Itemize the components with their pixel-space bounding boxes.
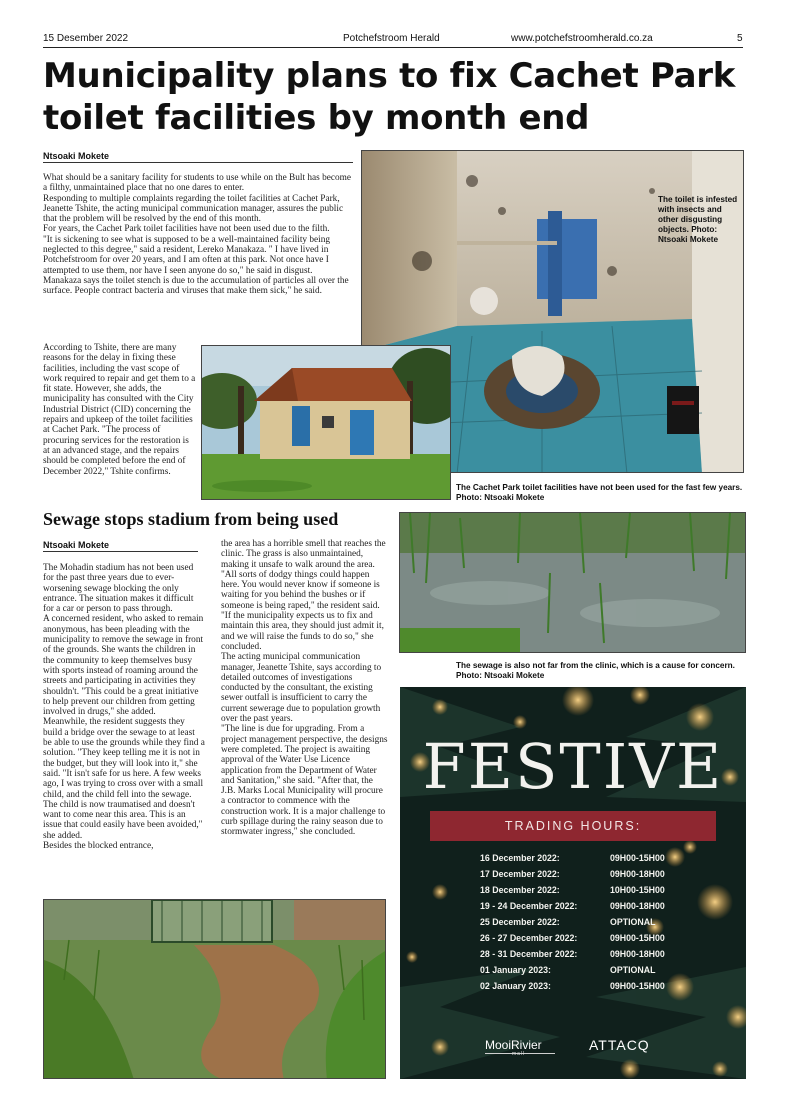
building-photo-caption: The Cachet Park toilet facilities have not been used for the fast few years. Photo: Ntsoaki Mokete bbox=[456, 483, 743, 502]
toilet-photo-caption: The toilet is infested with insects and other disgusting objects. Photo: Ntsoaki Mokete bbox=[658, 195, 738, 244]
article2-byline: Ntsoaki Mokete bbox=[43, 540, 110, 550]
trading-time: 09H00-15H00 bbox=[610, 933, 665, 943]
trading-hours-row bbox=[480, 917, 730, 933]
trading-date: 19 - 24 December 2022: bbox=[480, 901, 578, 911]
festive-trading-hours-ad bbox=[400, 687, 746, 1079]
building-photo bbox=[201, 345, 451, 500]
trading-time: 09H00-18H00 bbox=[610, 869, 665, 879]
trading-date: 25 December 2022: bbox=[480, 917, 560, 927]
article1-body-narrow bbox=[43, 343, 197, 477]
trading-time: 10H00-15H00 bbox=[610, 885, 665, 895]
body-paragraph: The Mohadin stadium has not been used for the past three years due to ever-worsening sewage blocking the only entrance. The situation makes it difficult for a car or person to pass through. bbox=[43, 563, 194, 615]
trading-hours-row bbox=[480, 949, 730, 965]
article2-headline: Sewage stops stadium from being used bbox=[43, 509, 339, 529]
trading-hours-row bbox=[480, 901, 730, 917]
trading-hours-row bbox=[480, 853, 730, 869]
festive-title: FESTIVE bbox=[422, 730, 724, 803]
page-number: 5 bbox=[737, 33, 743, 44]
trading-time: 09H00-18H00 bbox=[610, 901, 665, 911]
body-paragraph: The acting municipal communication manager, Jeanette Tshite, says according to detailed outcomes of investigations conducted by the consultant, the existing sewer outfall is insufficient to carry the current sewerage due to population growth over the past years. bbox=[221, 652, 382, 725]
trading-date: 26 - 27 December 2022: bbox=[480, 933, 578, 943]
sewage-pond-image bbox=[400, 513, 746, 653]
trading-hours-row bbox=[480, 869, 730, 885]
attacq-logo: ATTACQ bbox=[589, 1037, 650, 1053]
body-paragraph: What should be a sanitary facility for students to use while on the Bult has become a filthy, unmaintained place that no one dares to enter. bbox=[43, 173, 352, 194]
trading-hours-label: TRADING HOURS: bbox=[504, 819, 642, 833]
trading-date: 18 December 2022: bbox=[480, 885, 560, 895]
body-paragraph: Besides the blocked entrance, bbox=[43, 841, 154, 852]
body-paragraph: A concerned resident, who asked to remain anonymous, has been pleading with the municipality to remove the sewage in front of the grounds. She wants the children in the community to keep themselves busy with sports instead of roaming around the streets and participating in activities they shouldn't. "This could be a great initiative to help prevent our children from getting involved in drugs," she added. bbox=[43, 614, 204, 718]
article1-byline: Ntsoaki Mokete bbox=[43, 151, 110, 161]
trading-date: 16 December 2022: bbox=[480, 853, 560, 863]
issue-date: 15 Desember 2022 bbox=[43, 33, 129, 44]
body-paragraph: "All sorts of dodgy things could happen here. You would never know if someone is waiting for you behind the bushes or if someone is being raped," the resident said. "If the municipality expects us to fix and maintain this area, they should just admit it, and we will raise the funds to do so," she concluded. bbox=[221, 569, 384, 652]
trading-hours-banner bbox=[430, 811, 716, 841]
mooirivier-mall-logo: MooiRivier bbox=[485, 1038, 542, 1052]
sewage-photo-caption: The sewage is also not far from the clinic, which is a cause for concern. Photo: Ntsoaki Mokete bbox=[456, 661, 735, 680]
headline-line-1: Municipality plans to fix Cachet Park bbox=[43, 56, 736, 96]
trading-hours-row bbox=[480, 981, 730, 997]
trading-hours-row bbox=[480, 885, 730, 901]
mall-label: mall bbox=[512, 1051, 526, 1057]
sewage-pond-photo bbox=[399, 512, 746, 653]
article2-byline-rule bbox=[43, 551, 198, 552]
headline-line-2: toilet facilities by month end bbox=[43, 98, 590, 138]
trading-date: 02 January 2023: bbox=[480, 981, 551, 991]
trading-date: 17 December 2022: bbox=[480, 869, 560, 879]
trading-hours-row bbox=[480, 933, 730, 949]
article2-column-2 bbox=[221, 539, 389, 838]
trading-time: 09H00-18H00 bbox=[610, 949, 665, 959]
stadium-entrance-photo bbox=[43, 899, 386, 1079]
stadium-entrance-image bbox=[44, 900, 386, 1079]
article1-headline bbox=[43, 55, 743, 139]
body-paragraph: "The line is due for upgrading. From a project management perspective, the designs were completed. The project is awaiting approval of the Water Use Licence application from the Department of Water and Sanitation," she said. "After that, the J.B. Marks Local Municipality will procure a contractor to commence with the construction work. It is a major challenge to curb spillage during the rainy season due to stormwater ingress," she concluded. bbox=[221, 724, 388, 838]
trading-date: 28 - 31 December 2022: bbox=[480, 949, 578, 959]
body-paragraph: Responding to multiple complaints regarding the toilet facilities at Cachet Park, Jeanette Tshite, the acting municipal communication manager, assures the public that the problem will be resolved by the end of this month. bbox=[43, 193, 344, 225]
body-paragraph: Meanwhile, the resident suggests they build a bridge over the sewage to at least be able to use the grounds while they find a solution. "They keep telling me it is not in the budget, but they will look into it," she said. "It isn't safe for us here. A few weeks ago, I was trying to cross over with a small child, and the child fell into the sewage. The child is now traumatised and doesn't want to come near this area. This is an issue that could easily have been avoided," she added. bbox=[43, 717, 205, 841]
body-paragraph: According to Tshite, there are many reasons for the delay in fixing these facilities, including the vast scope of work required to repair and get them to a fit state. However, she adds, the municipality has consulted with the City Industrial District (CID) concerning the repairs and upkeep of the toilet facilities at Cachet Park. "The process of procuring services for the restoration is at an advanced stage, and the repairs should be completed before the end of December 2022," Tshite confirms. bbox=[43, 343, 196, 477]
trading-time: OPTIONAL bbox=[610, 917, 656, 927]
byline-rule bbox=[43, 162, 353, 163]
trading-time: 09H00-15H00 bbox=[610, 853, 665, 863]
article2-column-1 bbox=[43, 563, 205, 851]
trading-time: 09H00-15H00 bbox=[610, 981, 665, 991]
trading-date: 01 January 2023: bbox=[480, 965, 551, 975]
header-rule bbox=[43, 47, 743, 48]
trading-hours-list bbox=[480, 853, 730, 997]
body-paragraph: For years, the Cachet Park toilet facilities have not been used due to the filth. bbox=[43, 224, 330, 235]
article1-body-wide bbox=[43, 173, 355, 297]
trading-hours-row bbox=[480, 965, 730, 981]
body-paragraph: Manakaza says the toilet stench is due to the accumulation of particles all over the surface. People contract bacteria and viruses that make them sick," he said. bbox=[43, 275, 349, 297]
body-paragraph: the area has a horrible smell that reaches the clinic. The grass is also unmaintained, making it unsafe to walk around the area. bbox=[221, 539, 386, 570]
building-photo-image bbox=[202, 346, 451, 500]
publication-name: Potchefstroom Herald bbox=[343, 33, 440, 44]
body-paragraph: "It is sickening to see what is supposed to be a well-maintained facility being neglected to this degree," said a resident, Lereko Manakaza. " I have lived in Potchefstroom for over 20 years, and I am often at this park. Not once have I attempted to use them, nor have I seen anyone do so," he said in disgust. bbox=[43, 234, 331, 276]
website-link[interactable]: www.potchefstroomherald.co.za bbox=[511, 33, 653, 44]
trading-time: OPTIONAL bbox=[610, 965, 656, 975]
